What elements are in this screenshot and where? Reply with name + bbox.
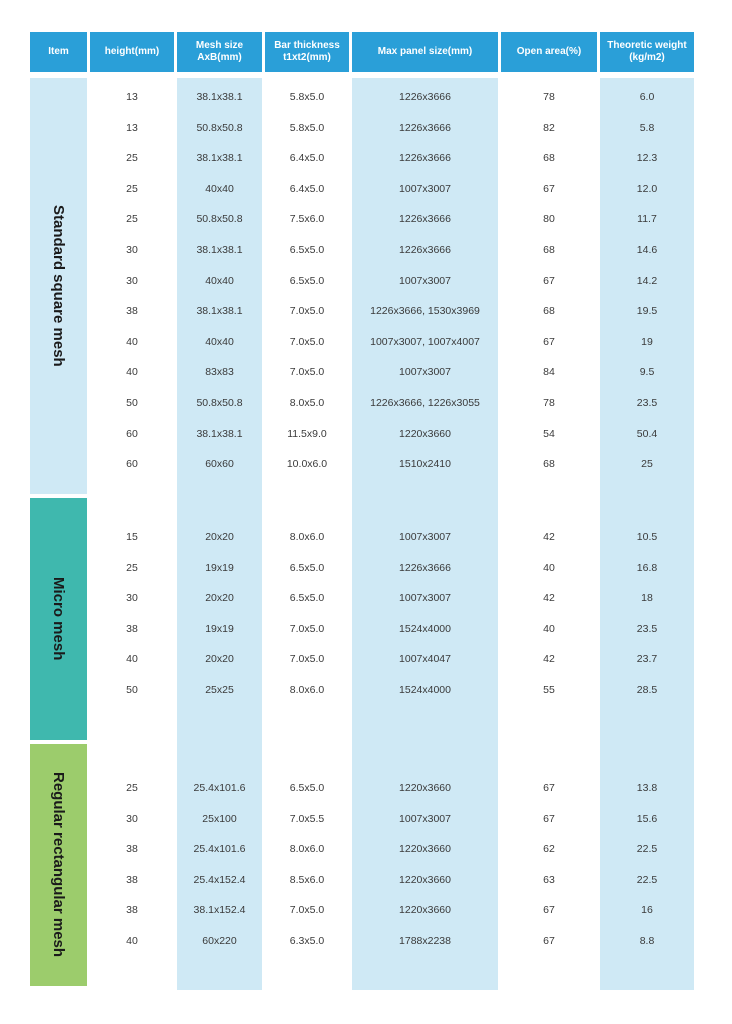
cell-mesh-size: 60x60 <box>205 458 234 471</box>
cell-bar-thickness: 7.0x5.0 <box>289 335 325 348</box>
cell-open-area: 67 <box>543 812 555 825</box>
cell-height: 38 <box>126 904 138 917</box>
cell-height: 38 <box>126 873 138 886</box>
cell-theoretic-weight: 23.7 <box>636 653 658 666</box>
cell-max-panel-size: 1220x3660 <box>399 427 451 440</box>
cell-mesh-size: 25x25 <box>205 684 234 696</box>
cell-max-panel-size: 1226x3666 <box>399 561 451 574</box>
cell-open-area: 40 <box>543 622 555 635</box>
cell-bar-thickness: 6.5x5.0 <box>289 782 325 794</box>
cell-bar-thickness: 5.8x5.0 <box>289 91 325 103</box>
cell-theoretic-weight: 9.5 <box>639 366 655 379</box>
cell-max-panel-size: 1226x3666, 1530x3969 <box>370 305 480 318</box>
cell-height: 40 <box>126 935 138 947</box>
cell-bar-thickness: 5.8x5.0 <box>289 121 325 134</box>
cell-open-area: 40 <box>543 561 555 574</box>
cell-mesh-size: 19x19 <box>205 561 234 574</box>
cell-mesh-size: 50.8x50.8 <box>196 397 243 409</box>
cell-open-area: 42 <box>543 592 555 605</box>
header-item: Item <box>30 32 87 72</box>
cell-mesh-size: 38.1x38.1 <box>196 91 243 103</box>
cell-theoretic-weight: 5.8 <box>639 121 655 134</box>
cell-bar-thickness: 6.4x5.0 <box>289 152 325 165</box>
cell-mesh-size: 40x40 <box>205 335 234 348</box>
cell-theoretic-weight: 16 <box>641 904 653 917</box>
cell-open-area: 67 <box>543 935 555 947</box>
cell-bar-thickness: 7.0x5.0 <box>289 653 325 666</box>
cell-max-panel-size: 1220x3660 <box>399 843 451 856</box>
cell-theoretic-weight: 12.0 <box>636 182 658 195</box>
cell-height: 25 <box>126 213 138 226</box>
cell-mesh-size: 38.1x38.1 <box>196 427 243 440</box>
cell-open-area: 67 <box>543 335 555 348</box>
cell-bar-thickness: 7.0x5.0 <box>289 622 325 635</box>
cell-mesh-size: 40x40 <box>205 274 234 287</box>
cell-mesh-size: 38.1x152.4 <box>193 904 246 917</box>
cell-theoretic-weight: 10.5 <box>636 531 658 543</box>
cell-height: 40 <box>126 653 138 666</box>
cell-theoretic-weight: 13.8 <box>636 782 658 794</box>
cell-bar-thickness: 7.0x5.0 <box>289 904 325 917</box>
cell-mesh-size: 25.4x101.6 <box>193 782 246 794</box>
cell-bar-thickness: 6.5x5.0 <box>289 274 325 287</box>
cell-height: 15 <box>126 531 138 543</box>
group-label-standard-square-mesh: Standard square mesh <box>30 78 87 494</box>
header-max-panel-size: Max panel size(mm) <box>352 32 498 72</box>
cell-open-area: 67 <box>543 782 555 794</box>
cell-open-area: 82 <box>543 121 555 134</box>
cell-open-area: 54 <box>543 427 555 440</box>
cell-height: 38 <box>126 305 138 318</box>
cell-bar-thickness: 7.0x5.5 <box>289 812 325 825</box>
group-label-micro-mesh: Micro mesh <box>30 498 87 740</box>
cell-open-area: 84 <box>543 366 555 379</box>
cell-theoretic-weight: 8.8 <box>639 935 655 947</box>
cell-max-panel-size: 1007x3007 <box>399 366 451 379</box>
cell-open-area: 55 <box>543 684 555 696</box>
cell-max-panel-size: 1524x4000 <box>399 622 451 635</box>
cell-mesh-size: 38.1x38.1 <box>196 305 243 318</box>
cell-height: 25 <box>126 182 138 195</box>
cell-mesh-size: 25x100 <box>202 812 237 825</box>
cell-theoretic-weight: 6.0 <box>639 91 655 103</box>
cell-open-area: 67 <box>543 904 555 917</box>
cell-max-panel-size: 1007x3007 <box>399 592 451 605</box>
cell-max-panel-size: 1226x3666 <box>399 121 451 134</box>
cell-max-panel-size: 1007x4047 <box>399 653 451 666</box>
cell-max-panel-size: 1220x3660 <box>399 873 451 886</box>
cell-mesh-size: 38.1x38.1 <box>196 244 243 256</box>
cell-height: 30 <box>126 244 138 256</box>
cell-bar-thickness: 6.5x5.0 <box>289 592 325 605</box>
header-bar-thickness: Bar thickness t1xt2(mm) <box>265 32 349 72</box>
cell-open-area: 62 <box>543 843 555 856</box>
cell-open-area: 78 <box>543 397 555 409</box>
cell-bar-thickness: 7.0x5.0 <box>289 366 325 379</box>
cell-max-panel-size: 1226x3666 <box>399 244 451 256</box>
cell-theoretic-weight: 18 <box>641 592 653 605</box>
cell-max-panel-size: 1226x3666, 1226x3055 <box>370 397 480 409</box>
cell-bar-thickness: 6.3x5.0 <box>289 935 325 947</box>
cell-theoretic-weight: 50.4 <box>636 427 658 440</box>
cell-theoretic-weight: 14.2 <box>636 274 658 287</box>
cell-height: 25 <box>126 782 138 794</box>
cell-bar-thickness: 8.0x6.0 <box>289 531 325 543</box>
cell-max-panel-size: 1007x3007 <box>399 274 451 287</box>
cell-max-panel-size: 1226x3666 <box>399 152 451 165</box>
cell-height: 60 <box>126 427 138 440</box>
cell-theoretic-weight: 19 <box>641 335 653 348</box>
cell-max-panel-size: 1007x3007, 1007x4007 <box>370 335 480 348</box>
cell-max-panel-size: 1007x3007 <box>399 182 451 195</box>
cell-max-panel-size: 1007x3007 <box>399 812 451 825</box>
cell-mesh-size: 25.4x101.6 <box>193 843 246 856</box>
header-open-area: Open area(%) <box>501 32 597 72</box>
cell-theoretic-weight: 15.6 <box>636 812 658 825</box>
cell-height: 40 <box>126 366 138 379</box>
cell-mesh-size: 25.4x152.4 <box>193 873 246 886</box>
cell-mesh-size: 19x19 <box>205 622 234 635</box>
cell-theoretic-weight: 28.5 <box>636 684 658 696</box>
cell-max-panel-size: 1524x4000 <box>399 684 451 696</box>
cell-height: 40 <box>126 335 138 348</box>
cell-mesh-size: 20x20 <box>205 653 234 666</box>
cell-bar-thickness: 8.5x6.0 <box>289 873 325 886</box>
cell-height: 60 <box>126 458 138 471</box>
cell-bar-thickness: 11.5x9.0 <box>287 427 327 440</box>
cell-theoretic-weight: 22.5 <box>636 873 658 886</box>
cell-max-panel-size: 1226x3666 <box>399 213 451 226</box>
cell-open-area: 67 <box>543 182 555 195</box>
cell-max-panel-size: 1220x3660 <box>399 782 451 794</box>
cell-height: 25 <box>126 561 138 574</box>
cell-mesh-size: 20x20 <box>205 592 234 605</box>
cell-height: 13 <box>126 121 138 134</box>
cell-max-panel-size: 1226x3666 <box>399 91 451 103</box>
cell-theoretic-weight: 14.6 <box>636 244 658 256</box>
cell-bar-thickness: 8.0x6.0 <box>289 843 325 856</box>
header-mesh-size: Mesh size AxB(mm) <box>177 32 262 72</box>
cell-height: 30 <box>126 592 138 605</box>
cell-bar-thickness: 6.4x5.0 <box>289 182 325 195</box>
cell-max-panel-size: 1510x2410 <box>399 458 451 471</box>
cell-bar-thickness: 10.0x6.0 <box>286 458 328 471</box>
header-theoretic-weight: Theoretic weight (kg/m2) <box>600 32 694 72</box>
cell-height: 13 <box>126 91 138 103</box>
cell-height: 25 <box>126 152 138 165</box>
cell-bar-thickness: 6.5x5.0 <box>289 561 325 574</box>
cell-theoretic-weight: 22.5 <box>636 843 658 856</box>
cell-bar-thickness: 8.0x6.0 <box>289 684 325 696</box>
cell-open-area: 68 <box>543 152 555 165</box>
cell-mesh-size: 50.8x50.8 <box>196 121 243 134</box>
cell-height: 38 <box>126 622 138 635</box>
cell-theoretic-weight: 16.8 <box>636 561 658 574</box>
cell-bar-thickness: 7.5x6.0 <box>289 213 325 226</box>
cell-open-area: 67 <box>543 274 555 287</box>
cell-bar-thickness: 6.5x5.0 <box>289 244 325 256</box>
cell-open-area: 42 <box>543 653 555 666</box>
cell-theoretic-weight: 12.3 <box>636 152 658 165</box>
cell-theoretic-weight: 11.7 <box>637 213 657 226</box>
cell-theoretic-weight: 23.5 <box>636 622 658 635</box>
cell-open-area: 68 <box>543 244 555 256</box>
header-height: height(mm) <box>90 32 174 72</box>
cell-theoretic-weight: 25 <box>641 458 653 471</box>
cell-mesh-size: 20x20 <box>205 531 234 543</box>
cell-mesh-size: 83x83 <box>205 366 234 379</box>
cell-bar-thickness: 8.0x5.0 <box>289 397 325 409</box>
cell-max-panel-size: 1007x3007 <box>399 531 451 543</box>
cell-mesh-size: 40x40 <box>205 182 234 195</box>
cell-height: 30 <box>126 812 138 825</box>
cell-theoretic-weight: 23.5 <box>636 397 658 409</box>
cell-max-panel-size: 1788x2238 <box>399 935 451 947</box>
cell-open-area: 68 <box>543 458 555 471</box>
cell-open-area: 78 <box>543 91 555 103</box>
cell-max-panel-size: 1220x3660 <box>399 904 451 917</box>
cell-open-area: 42 <box>543 531 555 543</box>
cell-height: 38 <box>126 843 138 856</box>
cell-bar-thickness: 7.0x5.0 <box>289 305 325 318</box>
cell-open-area: 63 <box>543 873 555 886</box>
cell-open-area: 68 <box>543 305 555 318</box>
group-label-regular-rectangular-mesh: Regular rectangular mesh <box>30 744 87 986</box>
cell-height: 50 <box>126 684 138 696</box>
cell-mesh-size: 38.1x38.1 <box>196 152 243 165</box>
cell-height: 30 <box>126 274 138 287</box>
cell-mesh-size: 60x220 <box>202 935 237 947</box>
cell-theoretic-weight: 19.5 <box>636 305 658 318</box>
cell-open-area: 80 <box>543 213 555 226</box>
cell-height: 50 <box>126 397 138 409</box>
cell-mesh-size: 50.8x50.8 <box>196 213 243 226</box>
